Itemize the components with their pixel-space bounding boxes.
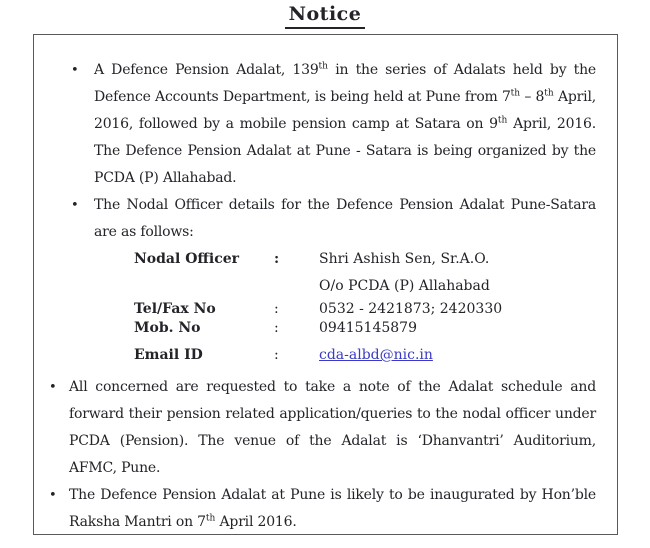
contact-row-telfax: [134, 300, 596, 319]
contact-label: [134, 273, 274, 300]
bullet-dot: •: [49, 380, 57, 395]
page-title: Notice: [285, 2, 366, 29]
contact-row-office: [134, 273, 596, 300]
contact-colon: :: [274, 301, 279, 317]
contact-colon: :: [274, 251, 280, 267]
contact-label: Tel/Fax No: [134, 301, 216, 317]
contact-colon: [274, 273, 319, 300]
contact-value: 0532 - 2421873; 2420330: [319, 301, 503, 317]
contact-label: Nodal Officer: [134, 251, 239, 267]
contact-row-email: [134, 342, 596, 369]
contact-colon: :: [274, 347, 279, 363]
contact-value: Shri Ashish Sen, Sr.A.O.: [319, 251, 490, 267]
bullet-item-inauguration: [49, 482, 596, 535]
notice-page: [0, 2, 650, 548]
bullet-text: A Defence Pension Adalat, 139th in the series of Adalats held by the Defence Accounts Department, is being held at Pune from 7th – 8th April, 2016, followed by a mobile pension camp at Satara on 9th April, 2016. The Defence Pension Adalat at Pune - Satara is being organized by the PCDA (P) Allahabad.: [94, 61, 596, 186]
contact-label: Email ID: [134, 347, 203, 363]
page-title-row: [0, 2, 650, 29]
bullet-dot: •: [49, 488, 57, 503]
bullet-text: The Nodal Officer details for the Defence Pension Adalat Pune-Satara are as follows:: [94, 197, 596, 240]
bullet-text: The Defence Pension Adalat at Pune is likely to be inaugurated by Hon’ble Raksha Mantri on 7th April 2016.: [69, 487, 596, 530]
contact-row-mobile: [134, 319, 596, 338]
contact-label: Mob. No: [134, 320, 201, 336]
contact-value: O/o PCDA (P) Allahabad: [319, 278, 490, 294]
bullet-item-nodal-officer-intro: [71, 192, 596, 246]
bullet-item-adalat-venue: [49, 374, 596, 482]
contact-table: [134, 246, 596, 369]
contact-value: 09415145879: [319, 320, 417, 336]
contact-colon: :: [274, 320, 279, 336]
email-link[interactable]: cda-albd@nic.in: [319, 347, 433, 363]
bullet-dot: •: [71, 63, 79, 78]
bullet-text: All concerned are requested to take a note of the Adalat schedule and forward their pension related application/queries to the nodal officer under PCDA (Pension). The venue of the Adalat is ‘Dhanvantri’ Auditorium, AFMC, Pune.: [69, 379, 596, 476]
bullet-dot: •: [71, 198, 79, 213]
contact-row-nodal-officer: [134, 246, 596, 273]
bullet-item-adalat-schedule: [71, 57, 596, 192]
notice-box: [33, 34, 618, 535]
